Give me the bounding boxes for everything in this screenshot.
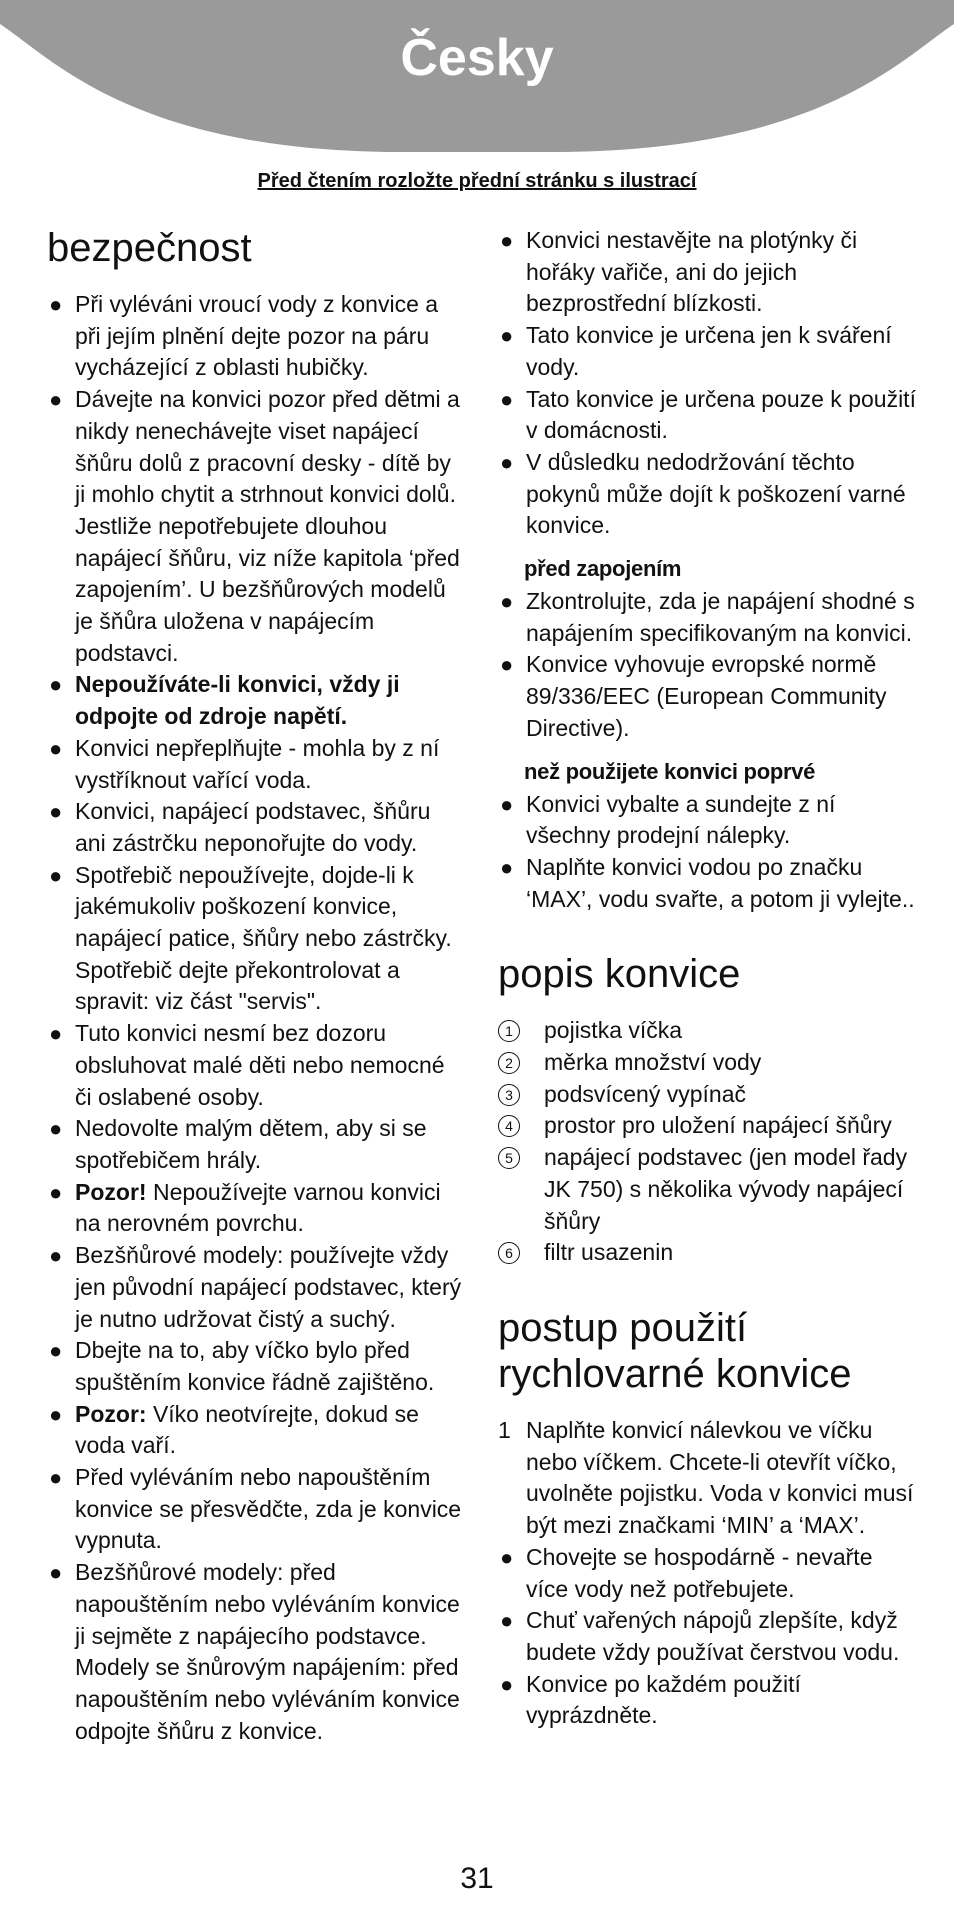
usage-list	[498, 1415, 918, 1732]
bullet-icon: ●	[49, 862, 63, 888]
before-plugging-heading: před zapojením	[524, 556, 682, 582]
list-item: ● Tato konvice je určena jen k sváření vody.	[500, 322, 892, 380]
part-item: 3 podsvícený vypínač	[498, 1079, 918, 1111]
bullet-icon: ●	[500, 589, 514, 615]
left-column	[47, 225, 467, 1747]
list-item: ● Spotřebič nepoužívejte, dojde-li k jakémukoliv poškození konvice, napájecí patice, šňůry nebo zástrčky. Spotřebič dejte překontrolovat a spravit: viz část "servis".	[49, 861, 452, 1015]
safety-list	[47, 289, 467, 1747]
bullet-icon: ●	[49, 387, 63, 413]
parts-list	[498, 1015, 918, 1269]
first-use-list	[498, 789, 918, 916]
list-item: ● Pozor! Nepoužívejte varnou konvici na nerovném povrchu.	[49, 1178, 441, 1237]
bullet-icon: ●	[500, 652, 514, 678]
bullet-icon: ●	[49, 799, 63, 825]
bullet-icon: ●	[49, 1465, 63, 1491]
bullet-icon: ●	[49, 1560, 63, 1586]
bullet-icon: ●	[500, 386, 514, 412]
part-item: 2 měrka množství vody	[498, 1047, 918, 1079]
part-item: 4 prostor pro uložení napájecí šňůry	[498, 1110, 918, 1142]
list-item: ● Konvici, napájecí podstavec, šňůru ani zástrčku neponořujte do vody.	[49, 798, 431, 856]
list-item: ● Tato konvice je určena pouze k použití v domácnosti.	[500, 385, 916, 444]
bullet-icon: ●	[500, 323, 514, 349]
language-title: Česky	[400, 29, 554, 87]
list-item: ● Bezšňůrové modely: používejte vždy jen původní napájecí podstavec, který je nutno udržovat čistý a suchý.	[49, 1242, 462, 1332]
list-item: ● Konvice po každém použití vyprázdněte.	[500, 1670, 801, 1729]
bullet-icon: ●	[49, 735, 63, 761]
list-item: ● Nepoužíváte-li konvici, vždy ji odpojte od zdroje napětí.	[49, 671, 400, 730]
list-item: ● Dbejte na to, aby víčko bylo před spuštěním konvice řádně zajištěno.	[49, 1337, 435, 1395]
list-item: ● V důsledku nedodržování těchto pokynů může dojít k poškození varné konvice.	[500, 448, 906, 539]
bullet-icon: ●	[500, 1544, 514, 1570]
number-circle-icon: 2	[498, 1052, 520, 1074]
number-circle-icon: 3	[498, 1084, 520, 1106]
bullet-icon: ●	[49, 1338, 63, 1364]
part-item: 1 pojistka víčka	[498, 1015, 918, 1047]
list-item: ● Pozor: Víko neotvírejte, dokud se voda vaří.	[49, 1400, 419, 1459]
usage-title: postup použití rychlovarné konvice	[498, 1305, 852, 1396]
list-item: ● Při vyléváni vroucí vody z konvice a při jejím plnění dejte pozor na páru vycházející z oblasti hubičky.	[49, 291, 439, 381]
bullet-icon: ●	[500, 449, 514, 475]
list-item: ● Konvici vybalte a sundejte z ní všechny prodejní nálepky.	[500, 790, 836, 849]
bullet-icon: ●	[49, 1401, 63, 1427]
bullet-icon: ●	[500, 854, 514, 880]
list-item: ● Konvici nepřeplňujte - mohla by z ní vystříknout vařící voda.	[49, 734, 440, 793]
number-circle-icon: 4	[498, 1115, 520, 1137]
bullet-icon: ●	[49, 292, 63, 317]
bullet-icon: ●	[49, 1021, 63, 1047]
bullet-icon: ●	[500, 1608, 514, 1634]
bullet-icon: ●	[500, 228, 514, 253]
step-item: 1 Naplňte konvicí nálevkou ve víčku nebo víčkem. Chcete-li otevřít víčko, uvolněte pojistku. Voda v konvici musí být mezi značkami ‘MIN’ a ‘MAX’.	[498, 1416, 914, 1539]
list-item: ● Bezšňůrové modely: před napouštěním nebo vyléváním konvice ji sejměte z napájecího podstavce. Modely se šnůrovým napájením: před napouštěním nebo vyléváním konvice odpojte šňůru z konvice.	[49, 1559, 460, 1744]
subheading: Před čtením rozložte přední stránku s ilustrací	[257, 170, 697, 192]
list-item: ● Tuto konvici nesmí bez dozoru obsluhovat malé děti nebo nemocné či oslabené osoby.	[49, 1020, 445, 1110]
page-number: 31	[460, 1862, 494, 1895]
bullet-icon: ●	[49, 1116, 63, 1142]
list-item: ● Před vyléváním nebo napouštěním konvice se přesvědčte, zda je konvice vypnuta.	[49, 1464, 462, 1554]
bullet-icon: ●	[500, 791, 514, 817]
safety-title: bezpečnost	[47, 226, 252, 270]
list-item: ● Dávejte na konvici pozor před dětmi a nikdy nenechávejte viset napájecí šňůru dolů z pracovní desky - dítě by ji mohlo chytit a strhnout konvici dolů. Jestliže nepotřebujete dlouhou napájecí šňůru, viz níže kapitola ‘před zapojením’. U bezšňůrových modelů je šňůra uložena v napájecím podstavci.	[49, 386, 460, 666]
description-title: popis konvice	[498, 952, 741, 997]
safety-list-continued	[498, 225, 918, 542]
list-item: ● Nedovolte malým dětem, aby si se spotřebičem hrály.	[49, 1115, 427, 1173]
number-circle-icon: 1	[498, 1020, 520, 1042]
part-item: 6 filtr usazenin	[498, 1237, 918, 1269]
number-circle-icon: 5	[498, 1147, 520, 1169]
bullet-icon: ●	[49, 1179, 63, 1205]
list-item: ● Zkontrolujte, zda je napájení shodné s napájením specifikovaným na konvici.	[500, 588, 915, 646]
bullet-icon: ●	[500, 1671, 514, 1697]
bullet-icon: ●	[49, 1243, 63, 1269]
list-item: ● Chuť vařených nápojů zlepšíte, když budete vždy používat čerstvou vodu.	[500, 1607, 900, 1665]
number-circle-icon: 6	[498, 1242, 520, 1264]
first-use-heading: než použijete konvici poprvé	[524, 758, 816, 784]
part-item: 5 napájecí podstavec (jen model řady JK 750) s několika vývody napájecí šňůry	[498, 1142, 918, 1237]
list-item: ● Konvice vyhovuje evropské normě 89/336/EEC (European Community Directive).	[500, 651, 887, 741]
list-item: ● Naplňte konvici vodou po značku ‘MAX’, vodu svařte, a potom ji vylejte..	[500, 853, 915, 912]
step-number: 1	[498, 1416, 511, 1443]
before-plugging-list	[498, 586, 918, 745]
list-item: ● Konvici nestavějte na plotýnky či hořáky vařiče, ani do jejich bezprostřední blízkosti.	[500, 227, 858, 317]
list-item: ● Chovejte se hospodárně - nevařte více vody než potřebujete.	[500, 1543, 873, 1602]
bullet-icon: ●	[49, 672, 63, 698]
right-column	[498, 225, 918, 1732]
